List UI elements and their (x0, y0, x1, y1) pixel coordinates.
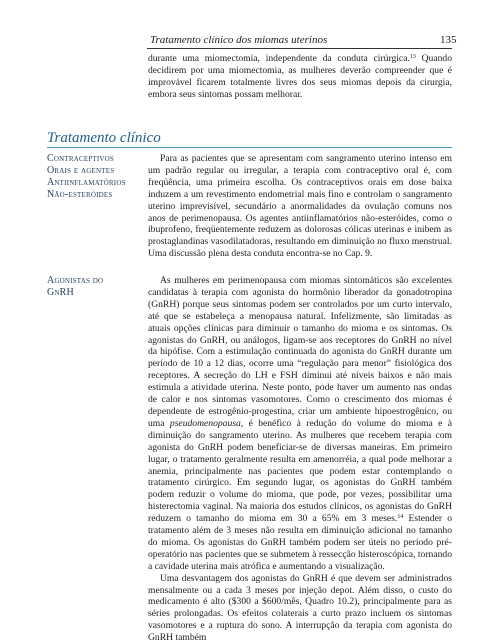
intro-text-b: Quando decidirem por uma miomectomia, as mulheres deverão compreender que é improvável ficarem totalmente livres dos seus miomas depois da cirurgia, embora seus sintomas possam melhorar. (148, 53, 452, 100)
running-head-title: Tratamento clínico dos miomas uterinos (150, 34, 328, 46)
gnrh-paragraph-2: Uma desvantagem dos agonistas do GnRH é que devem ser administrados mensalmente ou a cada 3 meses por injeção depot. Além disso, o custo do medicamento é alto ($300 a $600/mês, Quadro 10.2), principalmente para as séries prolongadas. Os efeitos colaterais a curto prazo incluem os sintomas vasomotores e a ruptura do sono. A interrupção da terapia com agonista do GnRH também (148, 572, 452, 644)
side-heading-line: GnRH (47, 287, 74, 298)
gnrh-p1-text-b: , é benéfico à redução do volume do mioma e à diminuição do sangramento uterino. As mulheres que recebem terapia com agonista do GnRH podem beneficiar-se de diversas maneiras. Em primeiro lugar, o tratamento geralmente resulta em amenorréia, a qual pode melhorar a anemia, principalmente nas pacientes que podem estar contemplando o tratamento cirúrgico. Em segundo lugar, os agonistas do GnRH também podem reduzir o volume do mioma, que pode, por vezes, possibilitar uma histerectomia vaginal. Na maioria dos estudos clínicos, os agonistas do GnRH reduzem o tamanho do mioma em 30 a 65% em 3 meses. (148, 417, 452, 525)
side-heading-line: Não-esteróides (47, 189, 113, 200)
page-number: 135 (440, 34, 457, 46)
gnrh-p1-text-a: As mulheres em perimenopausa com miomas sintomáticos são excelentes candidatas à terapia com agonista do hormônio liberador da gonadotropina (GnRH) porque seus sintomas podem ser controlados por um curto intervalo, até que se estabeleça a menopausa natural. Infelizmente, são limitadas as atuais opções clínicas para diminuir o tamanho do mioma e os sintomas. Os agonistas do GnRH, ou análogos, ligam-se aos receptores do GnRH no nível da hipófise. Com a estimulação continuada do agonista do GnRH durante um período de 10 a 12 dias, ocorre uma “regulação para menor” fisiológica dos receptores. A secreção do LH e FSH diminui até níveis baixos e não mais estimula a atividade uterina. Neste ponto, pode haver um aumento nas ondas de calor e nos sintomas vasomotores. Como o crescimento dos miomas é dependente de estrogênio-progestina, criar um ambiente hipoestrogênico, ou uma (148, 275, 452, 429)
section-rule (47, 147, 452, 148)
intro-text-a: durante uma miomectomia, independente da conduta cirúrgica. (148, 53, 410, 64)
side-heading-line: Orais e agentes (47, 165, 115, 176)
side-heading-line: Antiinflamatórios (47, 177, 126, 188)
header-rule (147, 48, 452, 49)
gnrh-p1-text-c: Estender o tratamento além de 3 meses não resulta em diminuição adicional no tamanho do mioma. Os agonistas do GnRH também podem ser úteis no período pré-operatório nas pacientes que se submetem à ressecção histeroscópica, tornando a cavidade uterina mais atrófica e aumentando a visualização. (148, 513, 452, 572)
gnrh-paragraph-1 (148, 275, 452, 573)
side-heading-contraceptives (47, 153, 142, 201)
contraceptives-paragraph (148, 153, 452, 260)
contraceptives-text: Para as pacientes que se apresentam com sangramento uterino intenso em um padrão regular ou irregular, a terapia com contraceptivo oral é, com freqüência, uma primeira escolha. Os contraceptivos orais em dose baixa induzem a um revestimento endometrial mais fino e controlam o sangramento uterino imprevisível, secundário a anormalidades da ovulação comuns nos anos de perimenopausa. Os agentes antiinflamatórios não-esteróides, como o ibuprofeno, freqüentemente reduzem as dolorosas cólicas uterinas e inibem as prostaglandinas vasodilatadoras, resultando em diminuição no fluxo menstrual. Uma discussão plena desta conduta encontra-se no Cap. 9. (148, 153, 452, 260)
gnrh-p1-reference: 14 (397, 514, 404, 521)
side-heading-line: Contraceptivos (47, 153, 115, 164)
side-heading-line: Agonistas do (47, 275, 104, 286)
section-title: Tratamento clínico (47, 130, 161, 146)
gnrh-body (148, 275, 452, 644)
side-heading-gnrh (47, 275, 142, 299)
gnrh-p1-italic-term: pseudomenopausa (169, 417, 241, 429)
intro-reference: 13 (409, 54, 416, 60)
intro-paragraph (148, 53, 452, 101)
